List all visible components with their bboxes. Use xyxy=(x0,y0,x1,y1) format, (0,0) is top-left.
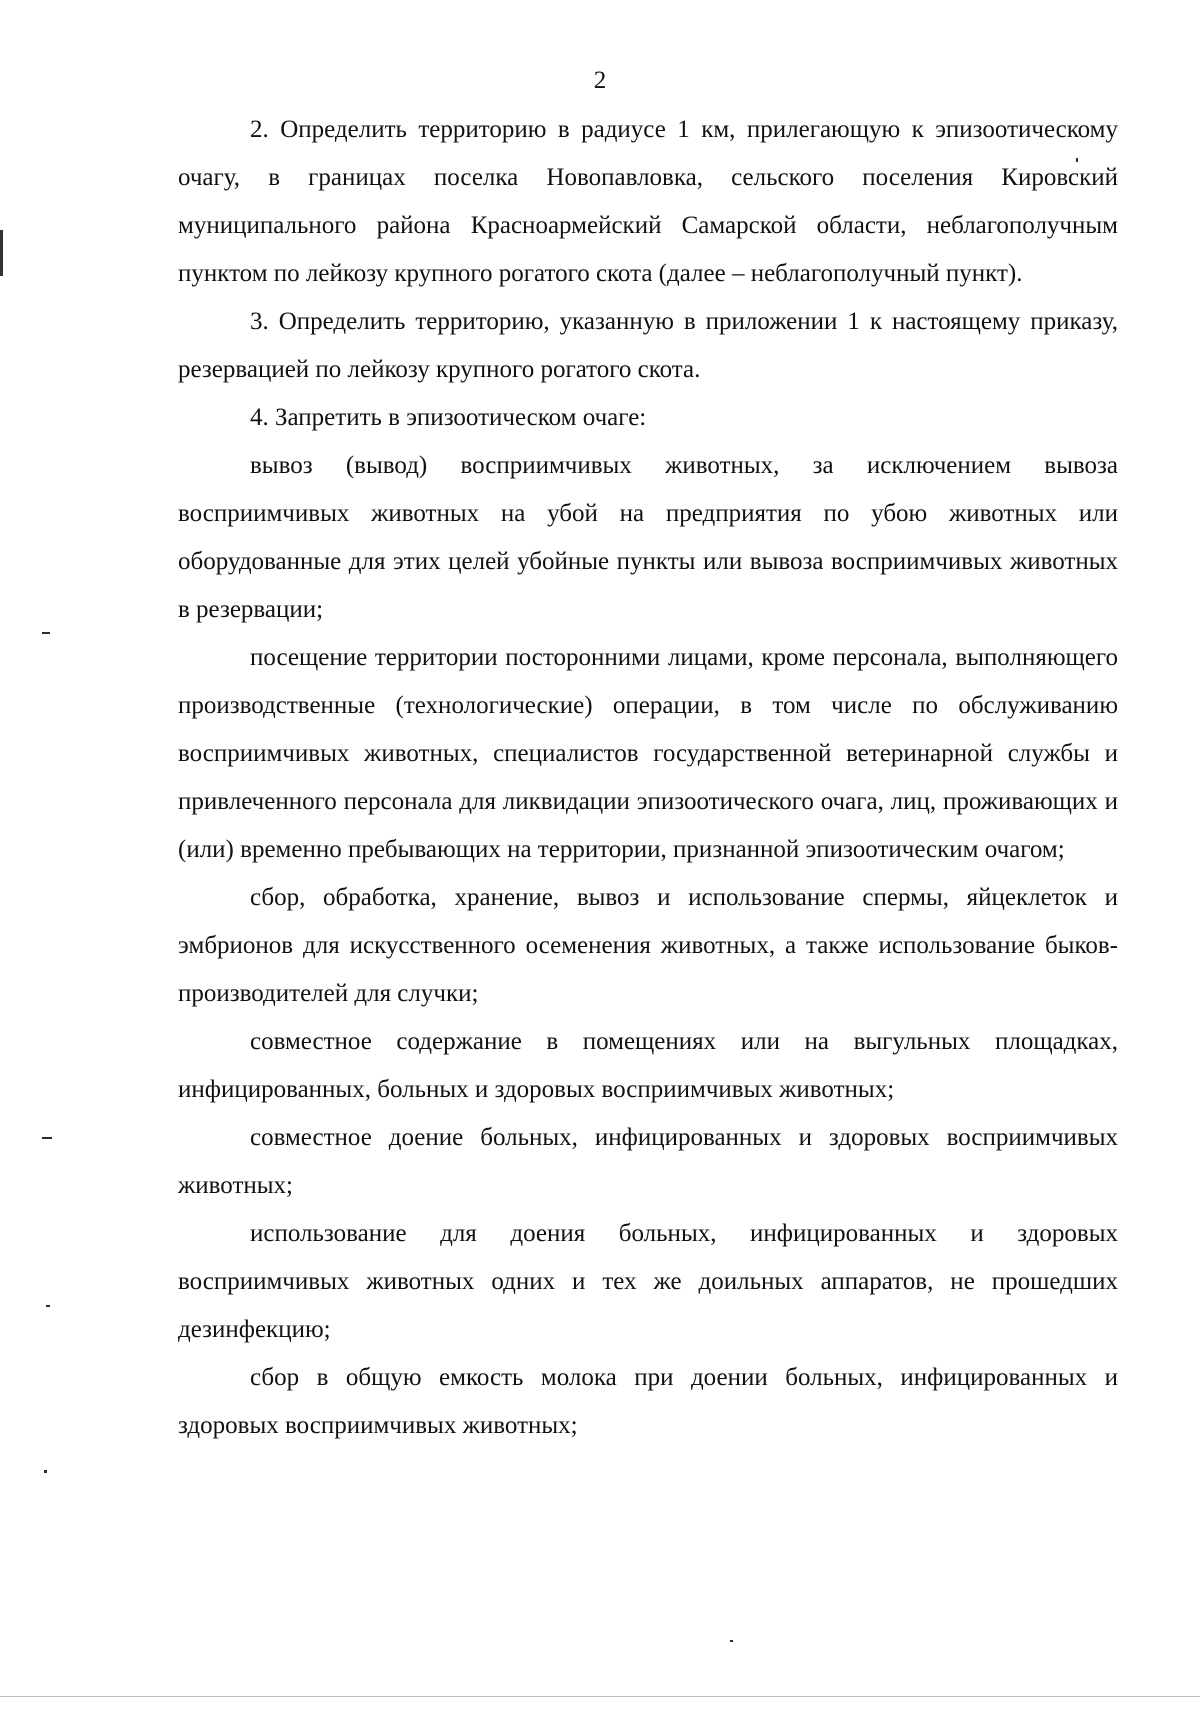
scan-speck xyxy=(46,1305,50,1307)
scan-speck xyxy=(44,1470,47,1473)
scan-speck xyxy=(1076,158,1078,162)
prohibition-semen-collection: сбор, обработка, хранение, вывоз и использование спермы, яйцеклеток и эмбрионов для искусственного осеменения животных, а также использование быков-производителей для случки; xyxy=(178,884,1118,1007)
paragraph-item-4: 4. Запретить в эпизоотическом очаге: xyxy=(250,404,647,431)
prohibition-joint-milking: совместное доение больных, инфицированных и здоровых восприимчивых животных; xyxy=(178,1124,1118,1199)
paragraph-item-2: 2. Определить территорию в радиусе 1 км, прилегающую к эпизоотическому очагу, в границах поселка Новопавловка, сельского поселения Кировский муниципального района Красноармейский Самарской области, неблагополучным пунктом по лейкозу крупного рогатого скота (далее – неблагополучный пункт). xyxy=(178,116,1118,287)
scan-speck xyxy=(42,1137,52,1139)
prohibition-territory-visit: посещение территории посторонними лицами, кроме персонала, выполняющего производственные (технологические) операции, в том числе по обслуживанию восприимчивых животных, специалистов государственной ветеринарной службы и привлеченного персонала для ликвидации эпизоотического очага, лиц, проживающих и (или) временно пребывающих на территории, признанной эпизоотическим очагом; xyxy=(178,644,1118,863)
paragraph-item-3: 3. Определить территорию, указанную в приложении 1 к настоящему приказу, резервацией по лейкозу крупного рогатого скота. xyxy=(178,308,1118,383)
prohibition-common-milk-container: сбор в общую емкость молока при доении больных, инфицированных и здоровых восприимчивых животных; xyxy=(178,1364,1118,1439)
page-number: 2 xyxy=(593,67,607,94)
prohibition-joint-keeping: совместное содержание в помещениях или на выгульных площадках, инфицированных, больных и здоровых восприимчивых животных; xyxy=(178,1028,1118,1103)
scan-speck xyxy=(42,632,50,634)
scan-edge-mark xyxy=(0,230,3,276)
document-body xyxy=(178,106,1118,1450)
scan-speck xyxy=(730,1640,733,1642)
prohibition-shared-milking-devices: использование для доения больных, инфицированных и здоровых восприимчивых животных одних и тех же доильных аппаратов, не прошедших дезинфекцию; xyxy=(178,1220,1118,1343)
prohibition-animal-removal: вывоз (вывод) восприимчивых животных, за исключением вывоза восприимчивых животных на убой на предприятия по убою животных или оборудованные для этих целей убойные пункты или вывоза восприимчивых животных в резервации; xyxy=(178,452,1118,623)
scan-bottom-edge xyxy=(0,1696,1200,1697)
